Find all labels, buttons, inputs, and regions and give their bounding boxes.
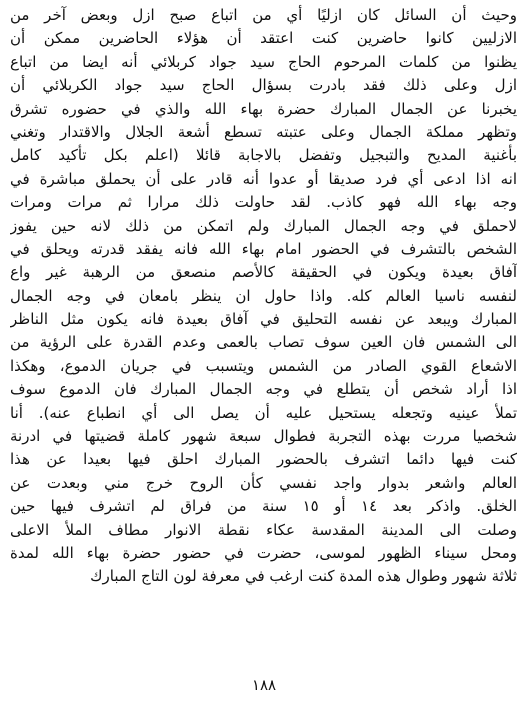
text-line: بأغنية المديح والتبجيل وتفضل بالاجابة قائلا (اعلم بكل تأكيد كامل — [10, 146, 517, 165]
text-line: وتظهر مملكة الجمال وعلى عتبته تسطع أشعة الجلال والاقتدار وتغني — [10, 122, 517, 141]
text-line: وحيث أن السائل كان ازليًا أي من اتباع صبح ازل وبعض آخر من — [10, 6, 517, 24]
text-line: يخبرنا عن الجمال المبارك حضرة بهاء الله والذي في حضوره تشرق — [10, 99, 517, 118]
text-line: لاحملق في وجه الجمال المبارك ولم اتمكن من ذلك لانه حين يفوز — [10, 216, 517, 235]
text-line: آفاق بعيدة ويكون في الحقيقة كالأصم منصعق من الرهبة غير واع — [10, 263, 517, 282]
text-line: وجه بهاء الله فهو كاذب. لقد حاولت ذلك مرارا ثم مرات ومرات — [10, 193, 517, 212]
text-line: المبارك ويبعد عن نفسه التحليق في آفاق بعيدة فانه يكون مثل الناظر — [10, 310, 517, 329]
text-line: الشخص بالتشرف في الحضور امام بهاء الله فانه يفقد قدرته ويحلق في — [10, 239, 517, 258]
text-line: لنفسه ناسيا العالم كله. واذا حاول ان ينظر بامعان في وجه الجمال — [10, 286, 517, 305]
text-line: ثلاثة شهور وطوال هذه المدة كنت ارغب في معرفة لون التاج المبارك — [90, 567, 517, 586]
text-line: انه اذا ادعى أي فرد صديقا أو عدوا أنه قادر على أن يحملق مباشرة في — [10, 169, 517, 188]
text-line: العالم واشعر بدوار واجد نفسي كأن الروح خرج مني وبعدت عن — [10, 473, 517, 492]
text-line: تملأ عينيه وتجعله يستحيل عليه أن يصل الى أي انطباع عنه). أنا — [10, 403, 517, 422]
text-line: ازل وعلى ذلك فقد بادرت بسؤال الحاج سيد جواد الكربلائي أن — [10, 76, 517, 95]
text-line: اذا أراد شخص أن يتطلع في وجه الجمال المبارك فان الدموع سوف — [10, 380, 517, 399]
text-line: كنت فيها دائما اتشرف بالحضور المبارك احلق فيها بعيدا عن هذا — [10, 450, 517, 469]
text-line: ومحل سيناء الظهور لموسى، حضرت في حضور حضرة بهاء الله لمدة — [10, 543, 517, 562]
text-line: الى الشمس فان العين سوف تصاب بالعمى وعدم القدرة على الرؤية من — [10, 333, 517, 352]
page-number: ١٨٨ — [251, 676, 277, 694]
text-line: يظنوا من كلمات المرحوم الحاج سيد جواد كربلائي أنه ايضا من اتباع — [10, 52, 517, 71]
text-line: الازليين كانوا حاضرين كنت اعتقد أن هؤلاء الحاضرين ممكن أن — [10, 29, 517, 48]
body-text — [10, 4, 517, 589]
text-line: شخصيا مررت بهذه التجربة فطوال سبعة شهور كاملة قضيتها في ادرنة — [10, 427, 517, 446]
text-line: الخلق. واذكر بعد ١٤ أو ١٥ سنة من فراق لم اتشرف فيها حين — [10, 497, 517, 516]
text-line: الاشعاع القوي الصادر من الشمس ويتسبب في جريان الدموع، وهكذا — [10, 356, 517, 375]
text-line: وصلت الى المدينة المقدسة عكاء نقطة الانوار مطاف الملأ الاعلى — [10, 520, 517, 539]
